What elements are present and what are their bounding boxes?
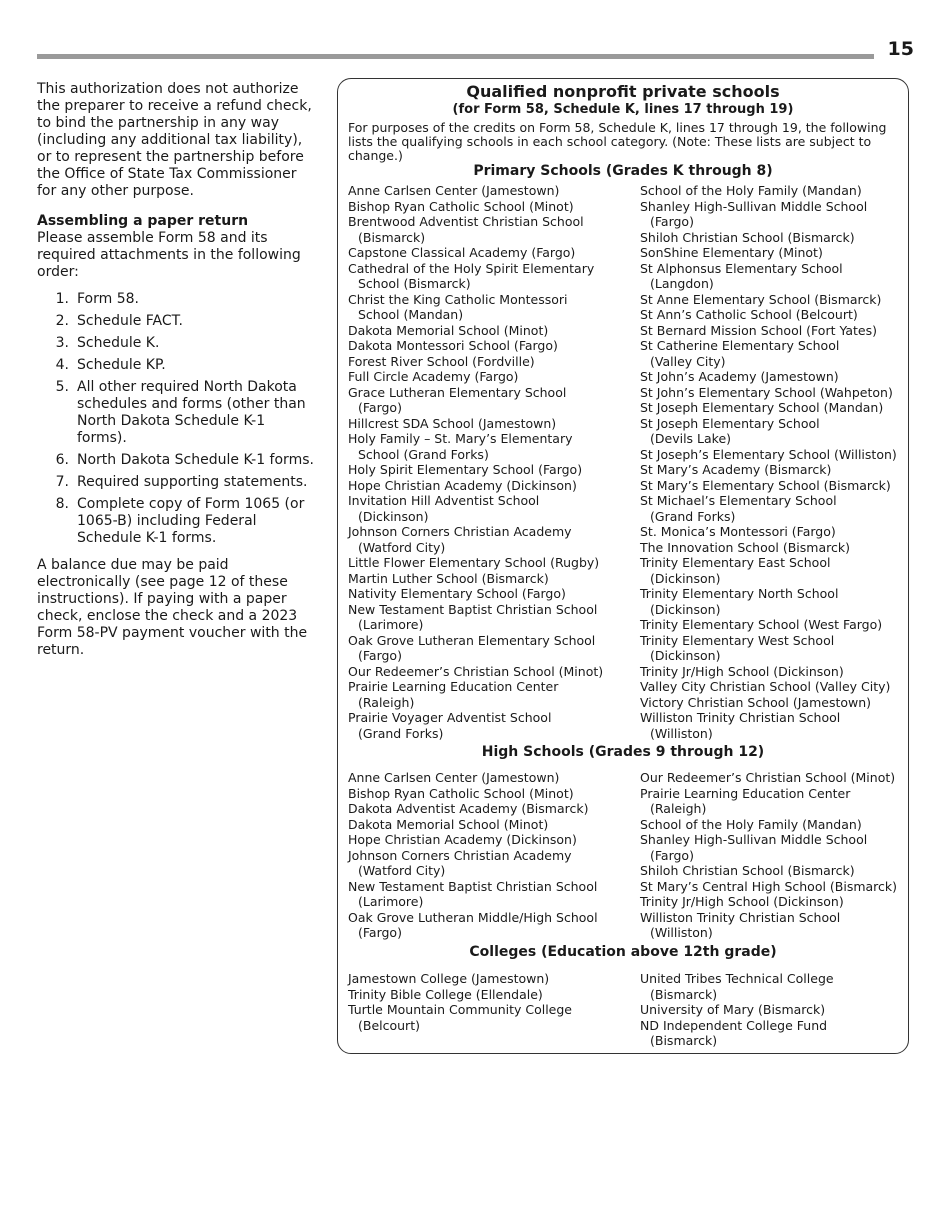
assembling-heading: Assembling a paper return <box>37 213 249 229</box>
school-entry-line: Bishop Ryan Catholic School (Minot) <box>348 198 574 214</box>
school-entry-line: Cathedral of the Holy Spirit Elementary <box>348 260 595 276</box>
school-entry-line: Holy Family – St. Mary’s Elementary <box>348 431 573 446</box>
school-entry-line: Dakota Adventist Academy (Bismarck) <box>348 801 589 816</box>
school-entry-line: ND Independent College Fund <box>640 1017 828 1033</box>
school-entry-line: Full Circle Academy (Fargo) <box>348 369 519 384</box>
left-column <box>37 81 319 659</box>
school-entry-line: School of the Holy Family (Mandan) <box>640 183 862 198</box>
school-entry-line: School of the Holy Family (Mandan) <box>640 816 862 832</box>
assembly-order-number: 4. <box>55 357 69 373</box>
school-entry-line: School (Mandan) <box>358 307 464 322</box>
school-entry-line: Anne Carlsen Center (Jamestown) <box>348 183 560 198</box>
school-entry-line: St Mary’s Academy (Bismarck) <box>640 462 832 477</box>
school-entry-line: Little Flower Elementary School (Rugby) <box>348 555 600 570</box>
colleges-left-list <box>348 971 628 1033</box>
school-entry-line: Dakota Memorial School (Minot) <box>348 816 549 832</box>
school-entry-line: (Raleigh) <box>650 801 707 816</box>
school-entry-line: Dakota Montessori School (Fargo) <box>348 338 558 353</box>
school-entry-line: St Bernard Mission School (Fort Yates) <box>640 322 878 338</box>
school-entry-line: Holy Spirit Elementary School (Fargo) <box>348 462 583 477</box>
assembly-order-number: 8. <box>55 496 69 512</box>
box-title: Qualified nonprofit private schools <box>466 82 780 101</box>
school-entry-line: (Dickinson) <box>650 648 721 663</box>
school-entry-line: Grace Lutheran Elementary School <box>348 384 567 400</box>
school-entry-line: (Fargo) <box>650 214 694 229</box>
assembly-order-item <box>37 379 319 447</box>
school-entry-line: Oak Grove Lutheran Middle/High School <box>348 909 598 925</box>
box-intro: For purposes of the credits on Form 58, Schedule K, lines 17 through 19, the following lists the qualifying schools in each school category. (Note: These lists are subject to change.) <box>348 120 887 163</box>
school-entry-line: Bishop Ryan Catholic School (Minot) <box>348 785 574 801</box>
school-entry-line: (Watford City) <box>358 539 446 555</box>
school-entry-line: Hillcrest SDA School (Jamestown) <box>348 415 557 431</box>
assembly-order-text: Schedule FACT. <box>77 313 183 329</box>
school-entry-line: (Fargo) <box>650 847 694 863</box>
school-entry-line: (Dickinson) <box>650 601 721 617</box>
school-entry-line: St Anne Elementary School (Bismarck) <box>640 291 882 307</box>
school-entry-line: Hope Christian Academy (Dickinson) <box>348 477 577 493</box>
school-entry-line: Prairie Voyager Adventist School <box>348 710 552 725</box>
school-entry-line: Trinity Bible College (Ellendale) <box>348 986 543 1002</box>
primary-schools-right-list <box>640 183 920 741</box>
primary-schools-heading: Primary Schools (Grades K through 8) <box>473 163 773 179</box>
assembly-order-number: 7. <box>55 474 69 490</box>
school-entry-line: Trinity Elementary North School <box>640 586 839 601</box>
school-entry-line: Our Redeemer’s Christian School (Minot) <box>640 770 896 785</box>
school-entry-line: Trinity Elementary West School <box>640 632 835 648</box>
assembly-order-text: Schedule K. <box>77 335 160 351</box>
school-entry-line: Valley City Christian School (Valley City) <box>640 679 891 694</box>
school-entry-line: Dakota Memorial School (Minot) <box>348 322 549 338</box>
school-entry-line: Trinity Jr/High School (Dickinson) <box>640 663 844 679</box>
school-entry-line: (Watford City) <box>358 863 446 878</box>
assembly-order-number: 1. <box>55 291 69 307</box>
school-entry-line: (Larimore) <box>358 894 424 909</box>
school-entry-line: (Valley City) <box>650 353 726 369</box>
school-entry-line: (Bismarck) <box>358 229 426 245</box>
school-entry-line: (Dickinson) <box>650 570 721 586</box>
header-rule <box>37 54 874 59</box>
school-entry-line: St Mary’s Elementary School (Bismarck) <box>640 477 891 493</box>
assembly-order-text: Form 58. <box>77 291 139 307</box>
school-entry-line: New Testament Baptist Christian School <box>348 601 598 617</box>
school-entry-line: (Larimore) <box>358 617 424 632</box>
assembly-order-number: 2. <box>55 313 69 329</box>
school-entry-line: School (Bismarck) <box>358 276 471 291</box>
school-entry-line: St Joseph’s Elementary School (Williston) <box>640 446 897 462</box>
authorization-paragraph: This authorization does not authorize the preparer to receive a refund check, to bind the partnership in any way (including any additional tax liability), or to represent the partnership before the Office of State Tax Commissioner for any other purpose. <box>37 81 312 199</box>
school-entry-line: St John’s Elementary School (Wahpeton) <box>640 384 893 400</box>
school-entry-line: New Testament Baptist Christian School <box>348 878 598 894</box>
assembly-order-list <box>37 291 319 547</box>
school-entry-line: (Langdon) <box>650 276 714 291</box>
assembly-order-number: 3. <box>55 335 69 351</box>
school-entry-line: (Bismarck) <box>650 986 718 1002</box>
assembly-order-item <box>37 496 319 547</box>
school-entry-line: Turtle Mountain Community College <box>348 1002 572 1017</box>
assembling-text: Please assemble Form 58 and its required attachments in the following order: <box>37 230 301 280</box>
school-entry-line: Williston Trinity Christian School <box>640 710 841 725</box>
school-entry-line: St John’s Academy (Jamestown) <box>640 369 839 384</box>
school-entry-line: Capstone Classical Academy (Fargo) <box>348 245 576 260</box>
assembly-order-text: All other required North Dakota schedules and forms (other than North Dakota Schedule K-1 forms). <box>77 379 306 446</box>
school-entry-line: Invitation Hill Adventist School <box>348 493 540 508</box>
school-entry-line: (Bismarck) <box>650 1033 718 1048</box>
school-entry-line: Shanley High-Sullivan Middle School <box>640 198 868 214</box>
school-entry-line: Trinity Elementary School (West Fargo) <box>640 617 883 632</box>
school-entry-line: Prairie Learning Education Center <box>348 679 559 694</box>
school-entry-line: St Mary’s Central High School (Bismarck) <box>640 878 898 894</box>
school-entry-line: (Williston) <box>650 725 713 741</box>
assembly-order-text: North Dakota Schedule K-1 forms. <box>77 452 314 468</box>
school-entry-line: Martin Luther School (Bismarck) <box>348 570 549 586</box>
balance-due-paragraph: A balance due may be paid electronically (see page 12 of these instructions). If paying with a paper check, enclose the check and a 2023 Form 58-PV payment voucher with the return. <box>37 557 308 658</box>
school-entry-line: Victory Christian School (Jamestown) <box>640 694 872 710</box>
school-entry-line: Shiloh Christian School (Bismarck) <box>640 229 855 245</box>
school-entry-line: Forest River School (Fordville) <box>348 353 535 369</box>
school-entry-line: Johnson Corners Christian Academy <box>348 524 572 539</box>
school-entry-line: Trinity Jr/High School (Dickinson) <box>640 894 844 909</box>
assembly-order-item <box>37 452 319 469</box>
assembly-order-item <box>37 291 319 308</box>
school-entry-line: Our Redeemer’s Christian School (Minot) <box>348 663 604 679</box>
school-entry-line: (Dickinson) <box>358 508 429 524</box>
assembly-order-item <box>37 357 319 374</box>
assembly-order-text: Required supporting statements. <box>77 474 308 490</box>
school-entry-line: St Joseph Elementary School <box>640 415 820 431</box>
high-schools-left-list <box>348 770 628 941</box>
school-entry-line: Johnson Corners Christian Academy <box>348 847 572 863</box>
primary-schools-left-list <box>348 183 628 741</box>
assembly-order-item <box>37 474 319 491</box>
high-schools-right-list <box>640 770 920 941</box>
box-subtitle: (for Form 58, Schedule K, lines 17 through 19) <box>452 102 794 117</box>
school-entry-line: Jamestown College (Jamestown) <box>348 971 550 986</box>
school-entry-line: St Michael’s Elementary School <box>640 493 837 508</box>
qualified-schools-box <box>337 78 909 1054</box>
school-entry-line: Shiloh Christian School (Bismarck) <box>640 863 855 878</box>
assembly-order-number: 6. <box>55 452 69 468</box>
school-entry-line: Prairie Learning Education Center <box>640 785 851 801</box>
assembly-order-text: Schedule KP. <box>77 357 166 373</box>
school-entry-line: (Williston) <box>650 925 713 940</box>
assembly-order-text: Complete copy of Form 1065 (or 1065-B) including Federal Schedule K-1 forms. <box>77 496 305 546</box>
school-entry-line: Oak Grove Lutheran Elementary School <box>348 632 596 648</box>
school-entry-line: Christ the King Catholic Montessori <box>348 291 568 307</box>
school-entry-line: (Belcourt) <box>358 1017 420 1033</box>
school-entry-line: St Joseph Elementary School (Mandan) <box>640 400 884 415</box>
school-entry-line: (Fargo) <box>358 400 402 415</box>
school-entry-line: (Grand Forks) <box>650 508 736 524</box>
colleges-right-list <box>640 971 920 1049</box>
school-entry-line: (Grand Forks) <box>358 725 444 741</box>
assembly-order-item <box>37 313 319 330</box>
school-entry-line: (Raleigh) <box>358 694 415 710</box>
school-entry-line: St. Monica’s Montessori (Fargo) <box>640 524 836 539</box>
school-entry-line: (Fargo) <box>358 925 402 940</box>
school-entry-line: Williston Trinity Christian School <box>640 909 841 925</box>
school-entry-line: SonShine Elementary (Minot) <box>640 245 823 260</box>
school-entry-line: St Ann’s Catholic School (Belcourt) <box>640 307 858 322</box>
school-entry-line: (Fargo) <box>358 648 402 663</box>
school-entry-line: Hope Christian Academy (Dickinson) <box>348 832 577 847</box>
colleges-heading: Colleges (Education above 12th grade) <box>469 944 777 960</box>
page-number: 15 <box>887 38 914 60</box>
school-entry-line: United Tribes Technical College <box>640 971 834 986</box>
school-entry-line: St Alphonsus Elementary School <box>640 260 843 276</box>
assembly-order-number: 5. <box>55 379 69 395</box>
school-entry-line: Nativity Elementary School (Fargo) <box>348 586 566 601</box>
school-entry-line: Shanley High-Sullivan Middle School <box>640 832 868 847</box>
school-entry-line: Trinity Elementary East School <box>640 555 831 570</box>
school-entry-line: Anne Carlsen Center (Jamestown) <box>348 770 560 785</box>
school-entry-line: University of Mary (Bismarck) <box>640 1002 826 1017</box>
school-entry-line: School (Grand Forks) <box>358 446 489 462</box>
assembly-order-item <box>37 335 319 352</box>
high-schools-heading: High Schools (Grades 9 through 12) <box>481 744 765 760</box>
school-entry-line: (Devils Lake) <box>650 431 732 446</box>
school-entry-line: Brentwood Adventist Christian School <box>348 214 584 229</box>
school-entry-line: The Innovation School (Bismarck) <box>640 539 850 555</box>
school-entry-line: St Catherine Elementary School <box>640 338 840 353</box>
